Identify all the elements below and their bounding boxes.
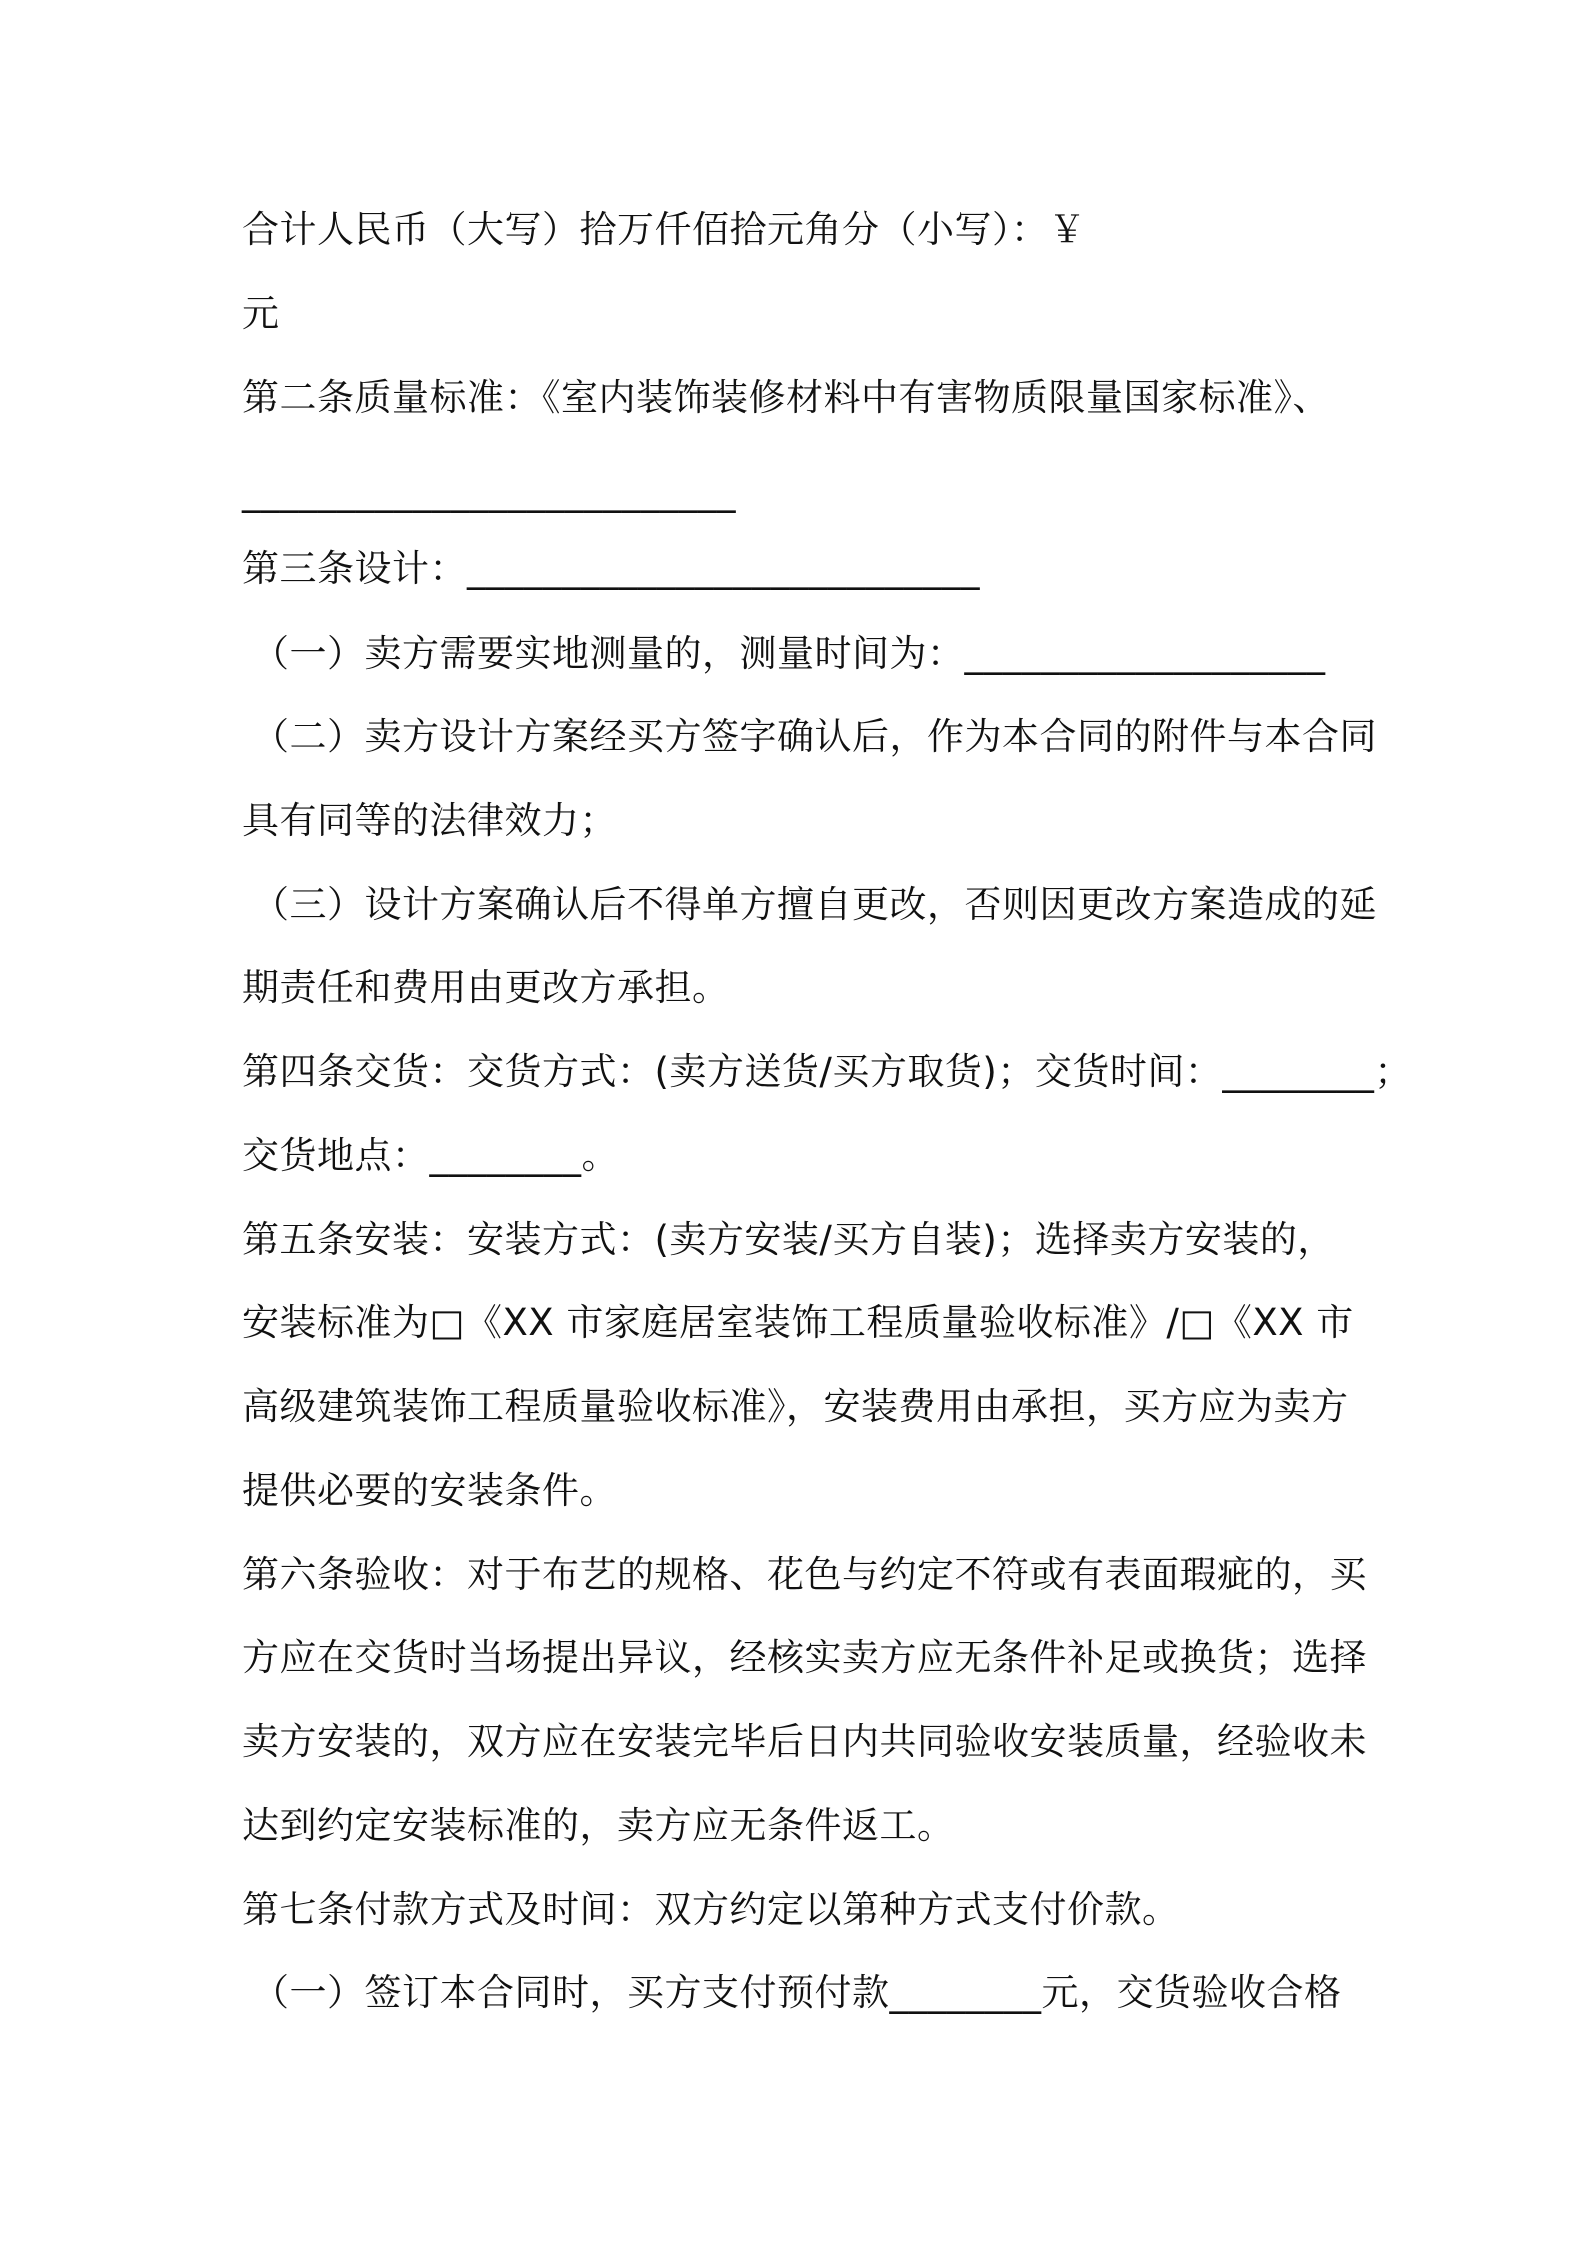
clause-7-item-1: （一）签订本合同时，买方支付预付款________元，交货验收合格: [252, 1971, 1342, 2014]
clause-5-installation-cost: 高级建筑装饰工程质量验收标准》，安装费用由承担，买方应为卖方: [242, 1385, 1349, 1428]
clause-5-installation: 第五条安装：安装方式：(卖方安装/买方自装)；选择卖方安装的，: [242, 1218, 1335, 1261]
clause-2-blank-line: __________________________: [242, 470, 736, 513]
clause-3-item-1: （一）卖方需要实地测量的，测量时间为：___________________: [252, 632, 1326, 675]
clause-5-installation-conditions: 提供必要的安装条件。: [242, 1469, 617, 1512]
clause-6-acceptance-cont-1: 方应在交货时当场提出异议，经核实卖方应无条件补足或换货；选择: [242, 1636, 1367, 1679]
paragraph-total-amount: 合计人民币（大写）拾万仟佰拾元角分（小写）：￥: [242, 208, 1086, 251]
clause-3-item-2-cont: 具有同等的法律效力；: [242, 799, 617, 842]
clause-3-item-3-cont: 期责任和费用由更改方承担。: [242, 966, 730, 1009]
clause-3-item-3: （三）设计方案确认后不得单方擅自更改，否则因更改方案造成的延: [252, 883, 1377, 926]
clause-5-installation-standard: 安装标准为□《XX 市家庭居室装饰工程质量验收标准》/□《XX 市: [242, 1301, 1354, 1344]
clause-3-design: 第三条设计：___________________________: [242, 547, 980, 590]
clause-6-acceptance: 第六条验收：对于布艺的规格、花色与约定不符或有表面瑕疵的，买: [242, 1553, 1367, 1596]
clause-6-acceptance-cont-3: 达到约定安装标准的，卖方应无条件返工。: [242, 1804, 955, 1847]
clause-2-quality-standard: 第二条质量标准：《室内装饰装修材料中有害物质限量国家标准》、: [242, 376, 1330, 419]
paragraph-total-amount-unit: 元: [242, 292, 280, 335]
clause-4-delivery: 第四条交货：交货方式：(卖方送货/买方取货)；交货时间：________；: [242, 1050, 1412, 1093]
clause-6-acceptance-cont-2: 卖方安装的，双方应在安装完毕后日内共同验收安装质量，经验收未: [242, 1720, 1367, 1763]
clause-4-delivery-place: 交货地点：________。: [242, 1134, 619, 1177]
clause-7-payment: 第七条付款方式及时间：双方约定以第种方式支付价款。: [242, 1888, 1180, 1931]
clause-3-item-2: （二）卖方设计方案经买方签字确认后，作为本合同的附件与本合同: [252, 715, 1377, 758]
